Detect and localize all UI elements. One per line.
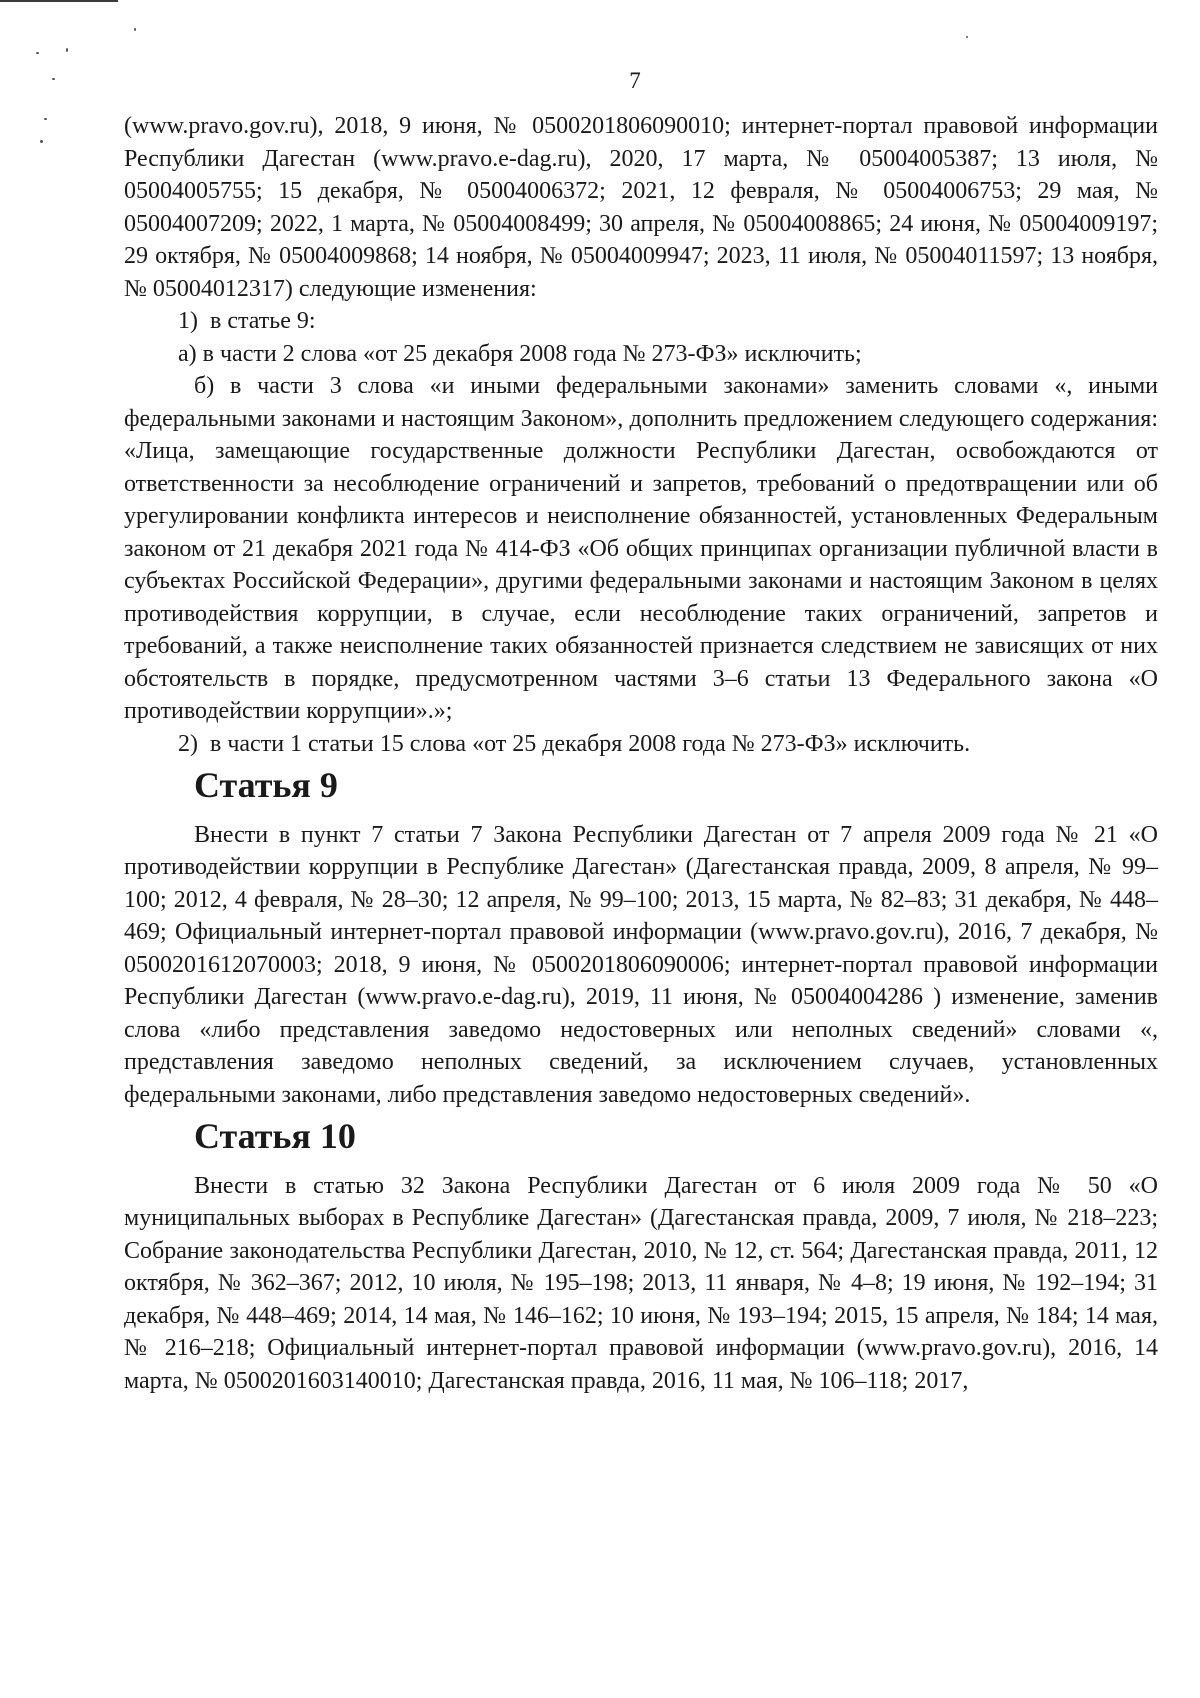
page-number: 7 — [629, 68, 641, 93]
list-item-1b: б) в части 3 слова «и иными федеральными законами» заменить словами «, иными федеральными законами и настоящим Законом», дополнить предложением следующего содержания: «Лица, замещающие государственные должности Республики Дагестан, освобождаются от ответственности за несоблюдение ограничений и запретов, требований о предотвращении или об урегулировании конфликта интересов и неисполнение обязанностей, установленных Федеральным законом от 21 декабря 2021 года № 414-ФЗ «Об общих принципах организации публичной власти в субъектах Российской Федерации», другими федеральными законами и настоящим Законом в целях противодействия коррупции, в случае, если несоблюдение таких ограничений, запретов и требований, а также неисполнение таких обязанностей признается следствием не зависящих от них обстоятельств в порядке, предусмотренном частями 3–6 статьи 13 Федерального закона «О противодействии коррупции».»; — [124, 373, 1158, 724]
article-9-heading: Статья 9 — [194, 765, 338, 805]
scan-speck — [40, 140, 43, 143]
article-9-paragraph: Внести в пункт 7 статьи 7 Закона Республики Дагестан от 7 апреля 2009 года № 21 «О противодействии коррупции в Республике Дагестан» (Дагестанская правда, 2009, 8 апреля, № 99–100; 2012, 4 февраля, № 28–30; 12 апреля, № 99–100; 2013, 15 марта, № 82–83; 31 декабря, № 448–469; Официальный интернет-портал правовой информации (www.pravo.gov.ru), 2016, 7 декабря, № 0500201612070003; 2018, 9 июня, № 0500201806090006; интернет-портал правовой информации Республики Дагестан (www.pravo.e-dag.ru), 2019, 11 июня, № 05004004286 ) изменение, заменив слова «либо представления заведомо недостоверных или неполных сведений» словами «, представления заведомо неполных сведений, за исключением случаев, установленных федеральными законами, либо представления заведомо недостоверных сведений». — [124, 821, 1158, 1108]
scan-speck — [966, 36, 968, 38]
list-item-2: 2) в части 1 статьи 15 слова «от 25 декабря 2008 года № 273-ФЗ» исключить. — [178, 730, 971, 757]
scan-speck — [66, 48, 68, 52]
article-10-paragraph: Внести в статью 32 Закона Республики Дагестан от 6 июля 2009 года № 50 «О муниципальных выборах в Республике Дагестан» (Дагестанская правда, 2009, 7 июля, № 218–223; Собрание законодательства Республики Дагестан, 2010, № 12, ст. 564; Дагестанская правда, 2011, 12 октября, № 362–367; 2012, 10 июля, № 195–198; 2013, 11 января, № 4–8; 19 июня, № 192–194; 31 декабря, № 448–469; 2014, 14 мая, № 146–162; 10 июня, № 193–194; 2015, 15 апреля, № 184; 14 мая, № 216–218; Официальный интернет-портал правовой информации (www.pravo.gov.ru), 2016, 14 марта, № 0500201603140010; Дагестанская правда, 2016, 11 мая, № 106–118; 2017, — [124, 1172, 1158, 1394]
scan-edge-line — [0, 0, 118, 2]
document-body — [124, 110, 1158, 1397]
article-10-heading: Статья 10 — [194, 1116, 356, 1156]
scan-speck — [44, 118, 47, 120]
paragraph-continuation: (www.pravo.gov.ru), 2018, 9 июня, № 0500201806090010; интернет-портал правовой информации Республики Дагестан (www.pravo.e-dag.ru), 2020, 17 марта, № 05004005387; 13 июля, № 05004005755; 15 декабря, № 05004006372; 2021, 12 февраля, № 05004006753; 29 мая, № 05004007209; 2022, 1 марта, № 05004008499; 30 апреля, № 05004008865; 24 июня, № 05004009197; 29 октября, № 05004009868; 14 ноября, № 05004009947; 2023, 11 июля, № 05004011597; 13 ноября, № 05004012317) следующие изменения: — [124, 113, 1158, 302]
scan-speck — [36, 52, 39, 54]
scan-speck — [134, 28, 136, 31]
list-item-1: 1) в статье 9: — [178, 308, 316, 334]
list-item-1a: а) в части 2 слова «от 25 декабря 2008 года № 273-ФЗ» исключить; — [178, 340, 862, 367]
